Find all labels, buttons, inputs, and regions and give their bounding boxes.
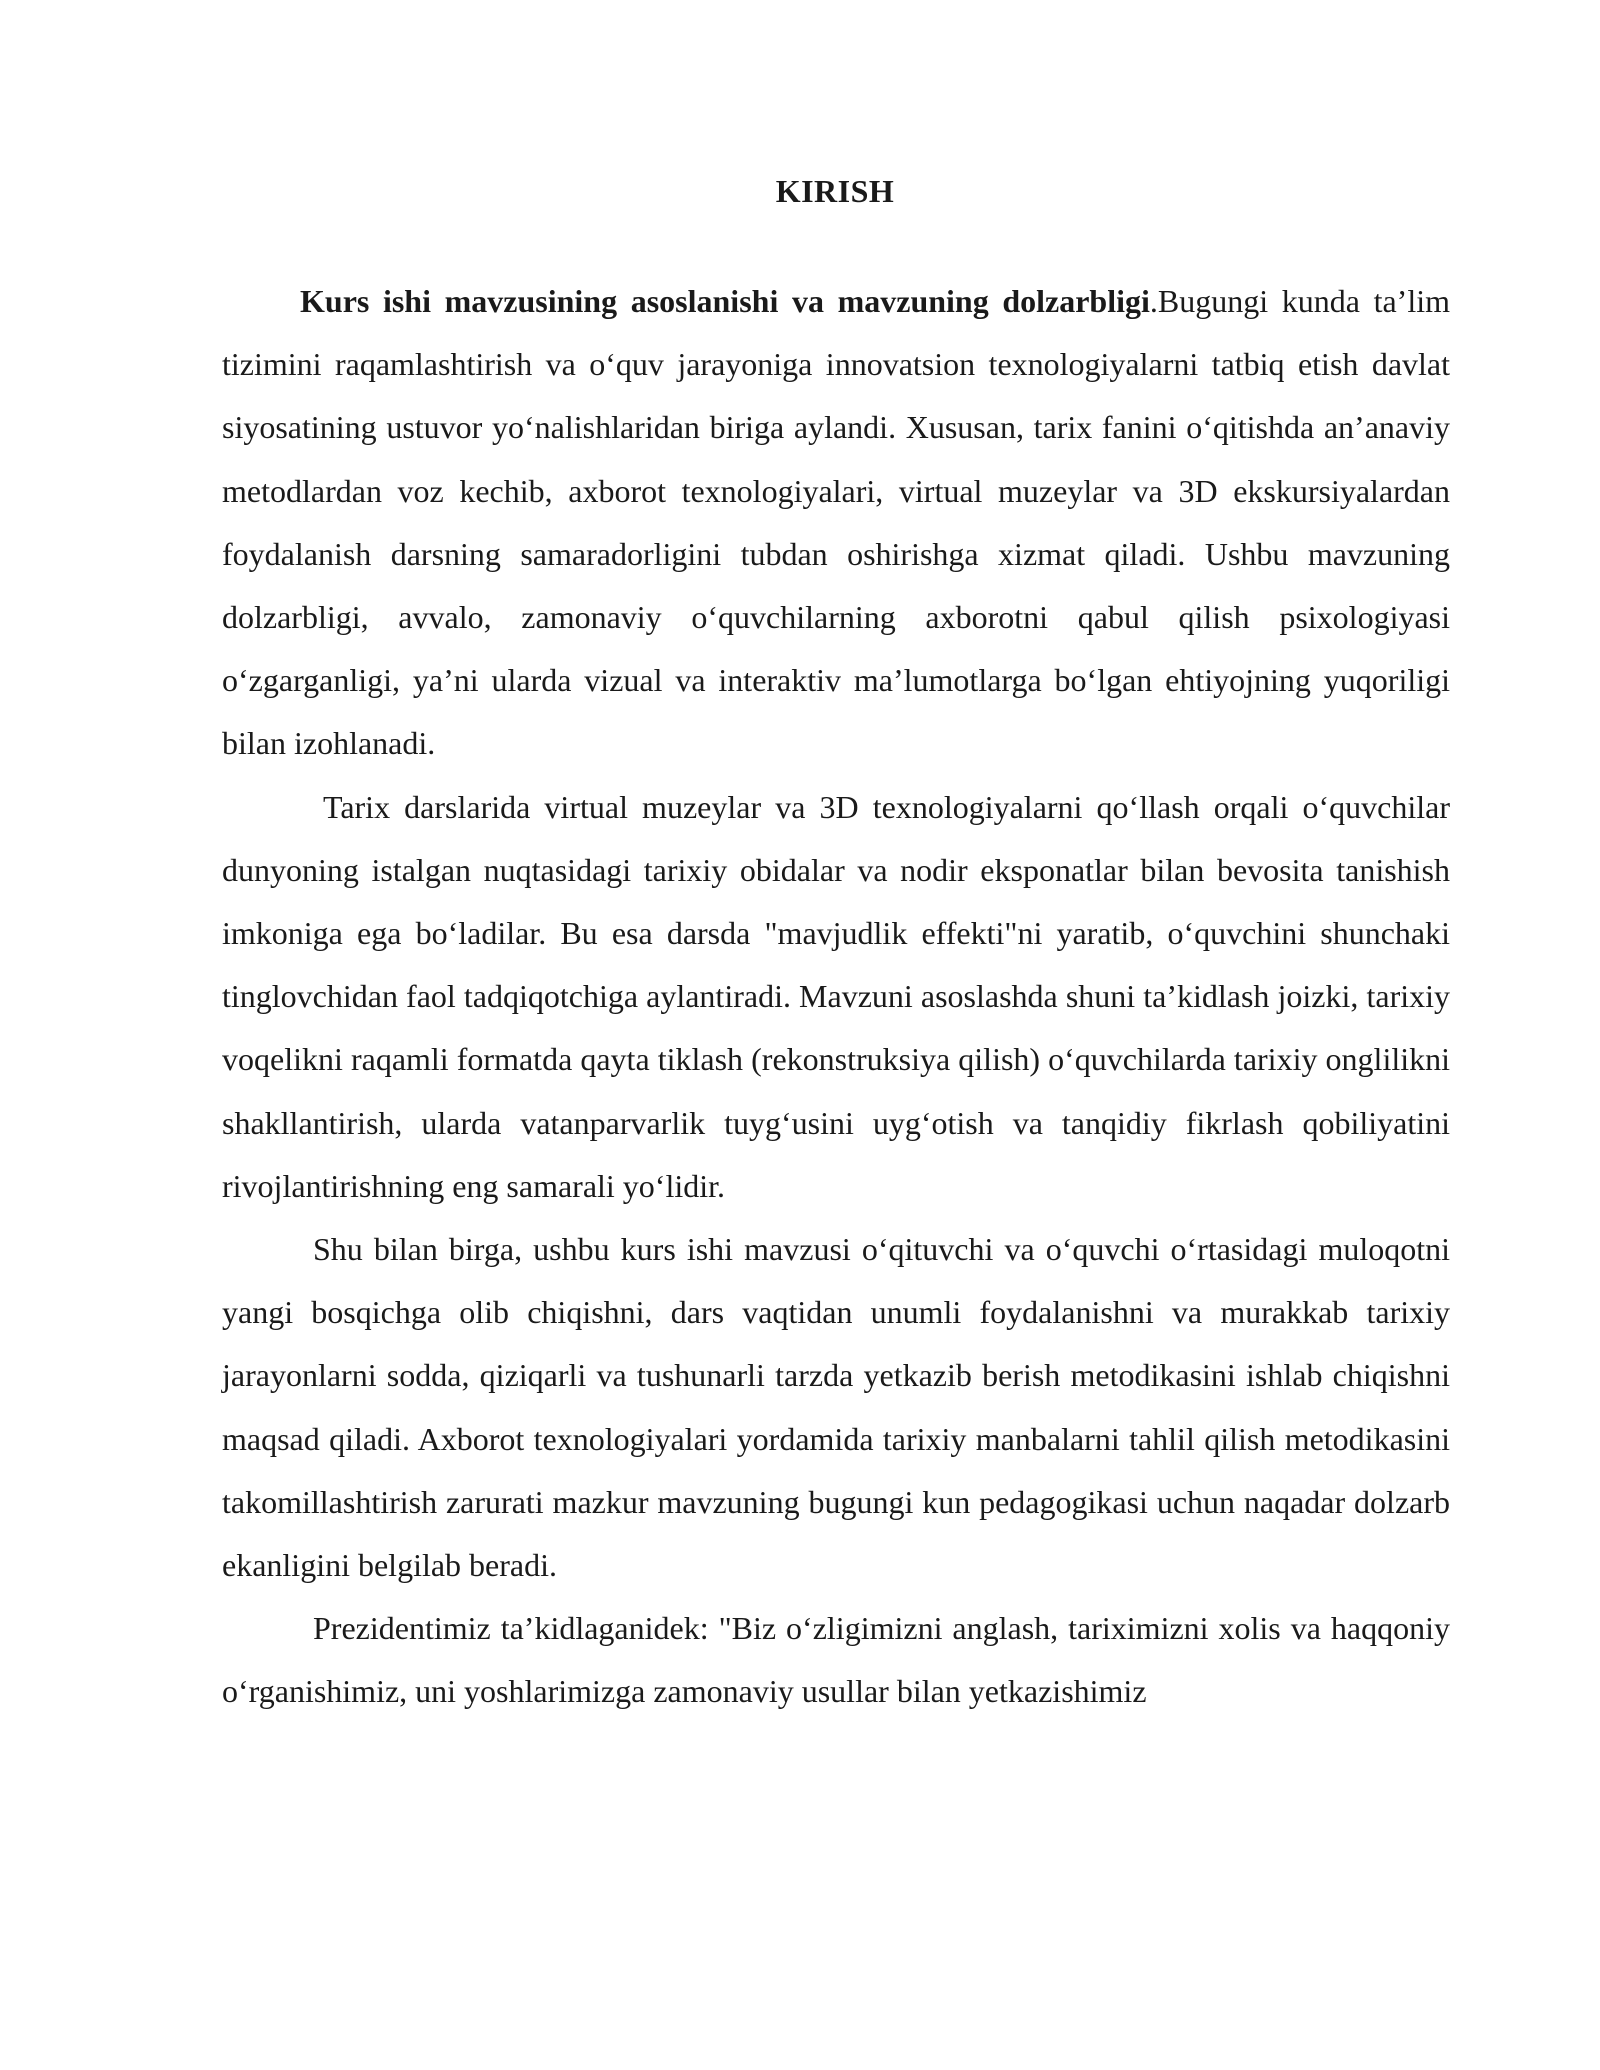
paragraph-4: Prezidentimiz ta’kidlaganidek: "Biz o‘zligimizni anglash, tariximizni xolis va haqqoniy o‘rganishimiz, uni yoshlarimizga zamonaviy usullar bilan yetkazishimiz — [222, 1610, 1450, 1710]
paragraph-3: Shu bilan birga, ushbu kurs ishi mavzusi o‘qituvchi va o‘quvchi o‘rtasidagi muloqotni yangi bosqichga olib chiqishni, dars vaqtidan unumli foydalanishni va murakkab tarixiy jarayonlarni sodda, qiziqarli va tushunarli tarzda yetkazib berish metodikasini ishlab chiqishni maqsad qiladi. Axborot texnologiyalari yordamida tarixiy manbalarni tahlil qilish metodikasini takomillashtirish zarurati mazkur mavzuning bugungi kun pedagogikasi uchun naqadar dolzarb ekanligini belgilab beradi. — [222, 1231, 1450, 1584]
paragraph-2: Tarix darslarida virtual muzeylar va 3D texnologiyalarni qo‘llash orqali o‘quvchilar dunyoning istalgan nuqtasidagi tarixiy obidalar va nodir eksponatlar bilan bevosita tanishish imkoniga ega bo‘ladilar. Bu esa darsda "mavjudlik effekti"ni yaratib, o‘quvchini shunchaki tinglovchidan faol tadqiqotchiga aylantiradi. Mavzuni asoslashda shuni ta’kidlash joizki, tarixiy voqelikni raqamli formatda qayta tiklash (rekonstruksiya qilish) o‘quvchilarda tarixiy onglilikni shakllantirish, ularda vatanparvarlik tuyg‘usini uyg‘otish va tanqidiy fikrlash qobiliyatini rivojlantirishning eng samarali yo‘lidir. — [222, 788, 1450, 1204]
paragraph-1-lead: Kurs ishi mavzusining asoslanishi va mavzuning dolzarbligi — [300, 283, 1150, 319]
document-body — [222, 270, 1450, 1724]
paragraph-1 — [222, 270, 1450, 776]
paragraph-1-text: .Bugungi kunda ta’lim tizimini raqamlashtirish va o‘quv jarayoniga innovatsion texnologiyalarni tatbiq etish davlat siyosatining ustuvor yo‘nalishlaridan biriga aylandi. Xususan, tarix fanini o‘qitishda an’anaviy metodlardan voz kechib, axborot texnologiyalari, virtual muzeylar va 3D ekskursiyalardan foydalanish darsning samaradorligini tubdan oshirishga xizmat qiladi. Ushbu mavzuning dolzarbligi, avvalo, zamonaviy o‘quvchilarning axborotni qabul qilish psixologiyasi o‘zgarganligi, ya’ni ularda vizual va interaktiv ma’lumotlarga bo‘lgan ehtiyojning yuqoriligi bilan izohlanadi. — [222, 283, 1451, 762]
page-title: KIRISH — [775, 173, 895, 210]
